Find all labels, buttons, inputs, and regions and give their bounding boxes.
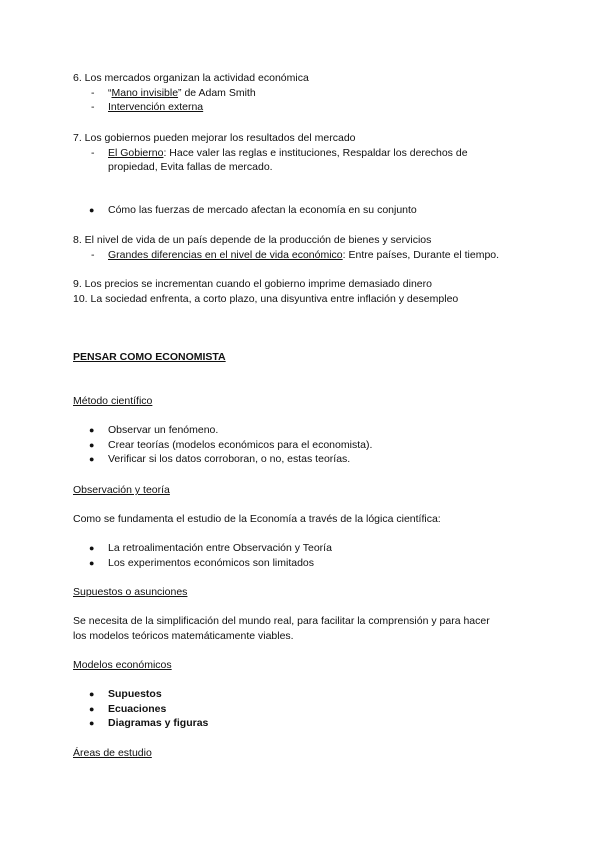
list-item bbox=[73, 702, 543, 717]
areas-title: Áreas de estudio bbox=[73, 747, 152, 759]
dash-marker: - bbox=[91, 146, 95, 159]
bullet-icon: ● bbox=[89, 689, 95, 699]
section-7-item-1-rest: : Hace valer las reglas e instituciones, Respaldar los derechos de bbox=[163, 146, 468, 159]
bullet-icon: ● bbox=[89, 439, 95, 450]
list-item-text: Supuestos bbox=[108, 688, 162, 700]
metodo-title: Método científico bbox=[73, 395, 153, 407]
section-10: 10. La sociedad enfrenta, a corto plazo, una disyuntiva entre inflación y desempleo bbox=[73, 292, 459, 305]
observacion-teoria bbox=[73, 483, 543, 498]
supuestos-line-1: Se necesita de la simplificación del mundo real, para facilitar la comprensión y para hacer bbox=[73, 615, 490, 627]
section-8-item-1-rest: : Entre países, Durante el tiempo. bbox=[342, 248, 500, 261]
section-heading: PENSAR COMO ECONOMISTA bbox=[73, 351, 226, 363]
section-7-item-1 bbox=[73, 146, 543, 175]
section-7-title: 7. Los gobiernos pueden mejorar los resultados del mercado bbox=[73, 132, 356, 144]
observacion-text-block bbox=[73, 512, 543, 527]
list-item bbox=[73, 716, 543, 731]
mano-invisible-link: Mano invisible bbox=[111, 86, 179, 99]
bullet-icon: ● bbox=[89, 557, 95, 568]
list-item-text: Ecuaciones bbox=[108, 702, 167, 715]
list-item-text: Diagramas y figuras bbox=[108, 717, 209, 729]
supuestos-text-block bbox=[73, 614, 543, 643]
metodo-cientifico bbox=[73, 394, 543, 409]
open-quote: “ bbox=[108, 86, 112, 99]
modelos-economicos bbox=[73, 658, 543, 673]
list-item bbox=[73, 541, 543, 556]
list-item-text: Observar un fenómeno. bbox=[108, 424, 219, 436]
section-6 bbox=[73, 71, 543, 115]
supuestos-line-2: los modelos teóricos matemáticamente viables. bbox=[73, 629, 294, 642]
list-item bbox=[73, 423, 543, 438]
bullet-icon: ● bbox=[89, 454, 95, 464]
bullet-icon: ● bbox=[89, 425, 95, 435]
supuestos-title: Supuestos o asunciones bbox=[73, 586, 188, 598]
modelos-list bbox=[73, 687, 543, 731]
heading-block bbox=[73, 350, 543, 365]
section-8-item-1 bbox=[73, 248, 543, 263]
list-item bbox=[73, 438, 543, 453]
list-item bbox=[73, 452, 543, 467]
section-8 bbox=[73, 233, 543, 262]
section-6-item-2 bbox=[73, 100, 543, 115]
intervencion-externa: Intervención externa bbox=[108, 101, 204, 113]
dash-marker: - bbox=[91, 248, 95, 261]
sections-9-10 bbox=[73, 277, 543, 306]
section-6-title: 6. Los mercados organizan la actividad económica bbox=[73, 72, 309, 84]
modelos-title: Modelos económicos bbox=[73, 659, 172, 671]
dash-marker: - bbox=[91, 101, 95, 113]
bullet-mercado bbox=[73, 203, 543, 218]
observacion-title: Observación y teoría bbox=[73, 484, 170, 496]
section-8-title: 8. El nivel de vida de un país depende de la producción de bienes y servicios bbox=[73, 234, 432, 246]
bullet-icon: ● bbox=[89, 205, 95, 215]
dash-marker: - bbox=[91, 86, 95, 99]
observacion-list bbox=[73, 541, 543, 570]
list-item bbox=[73, 556, 543, 571]
list-item-text: La retroalimentación entre Observación y Teoría bbox=[108, 542, 332, 554]
bullet-icon: ● bbox=[89, 718, 95, 728]
list-item-text: Los experimentos económicos son limitados bbox=[108, 556, 315, 569]
bullet-icon: ● bbox=[89, 703, 95, 714]
bullet-mercado-text: Cómo las fuerzas de mercado afectan la economía en su conjunto bbox=[108, 204, 417, 216]
observacion-text: Como se fundamenta el estudio de la Economía a través de la lógica científica: bbox=[73, 513, 441, 525]
metodo-list bbox=[73, 423, 543, 467]
list-item-text: Verificar si los datos corroboran, o no, estas teorías. bbox=[108, 453, 351, 465]
section-6-item-1 bbox=[73, 86, 543, 101]
bullet-icon: ● bbox=[89, 543, 95, 553]
section-7 bbox=[73, 131, 543, 175]
grandes-diferencias-label: Grandes diferencias en el nivel de vida económico bbox=[108, 248, 343, 261]
areas-estudio bbox=[73, 746, 543, 761]
list-item-text: Crear teorías (modelos económicos para el economista). bbox=[108, 438, 373, 451]
section-7-item-1-cont: propiedad, Evita fallas de mercado. bbox=[108, 161, 273, 173]
list-item bbox=[73, 687, 543, 702]
el-gobierno-label: El Gobierno bbox=[108, 146, 164, 159]
section-9: 9. Los precios se incrementan cuando el gobierno imprime demasiado dinero bbox=[73, 278, 432, 290]
supuestos-asunciones bbox=[73, 585, 543, 600]
section-6-item-1-rest: ” de Adam Smith bbox=[178, 86, 256, 99]
